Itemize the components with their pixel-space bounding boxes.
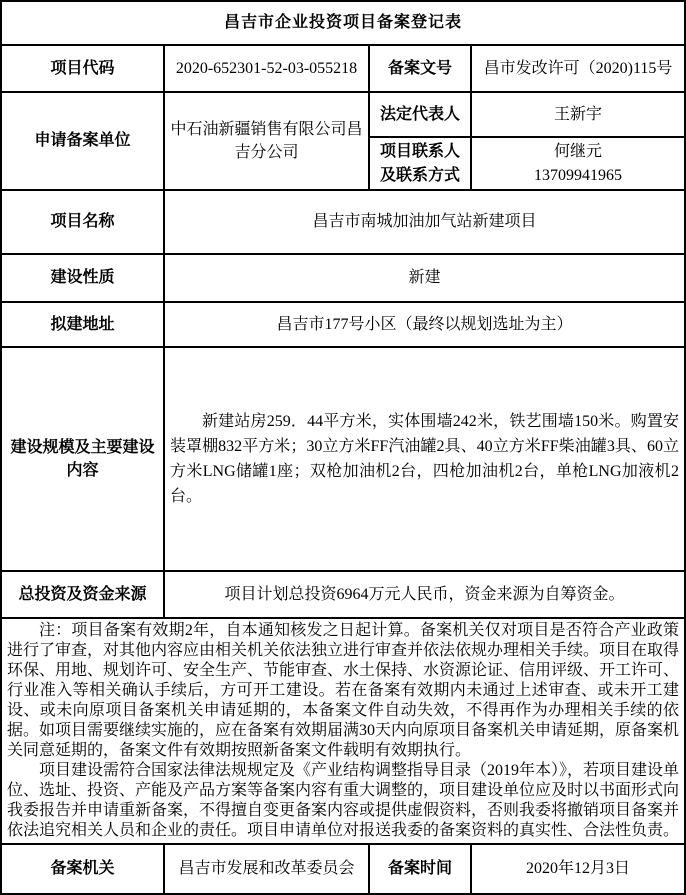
note-paragraph-2: 项目建设需符合国家法律法规规定及《产业结构调整指导目录（2019年本）》，若项目建设单位、选址、投资、产能及产品方案等备案内容有重大调整的，项目建设单位应及时以书面形式向我委报告并申请重新备案，不得擅自变更备案内容或提供虚假资料，否则我委将撤销项目备案并依法追究相关人员和企业的责任。项目申请单位对报送我委的备案资料的真实性、合法性负责。 xyxy=(7,762,680,839)
investment-label: 总投资及资金来源 xyxy=(1,571,164,618)
construction-nature-label: 建设性质 xyxy=(1,254,164,302)
scale-content-value xyxy=(164,347,685,571)
note-paragraph-1: 注：项目备案有效期2年，自本通知核发之日起计算。备案机关仅对项目是否符合产业政策进行了审查，对其他内容应由相关机关依法独立进行审查并依法依规办理相关手续。项目在取得环保、用地、规划许可、安全生产、节能审查、水土保持、水资源论证、信用评级、开工许可、行业准入等相关确认手续后，方可开工建设。若在备案有效期内未通过上述审查、或未开工建设、或未向原项目备案机关申请延期的，本备案文件自动失效，不得再作为办理相关手续的依据。如项目需要继续实施的，应在备案有效期届满30天内向原项目备案机关申请延期，原备案机关同意延期的，备案文件有效期按照新备案文件载明有效期执行。 xyxy=(7,622,680,759)
proposed-site-label: 拟建地址 xyxy=(1,302,164,347)
contact-phone: 13709941965 xyxy=(534,166,622,184)
applicant-value: 中石油新疆销售有限公司昌吉分公司 xyxy=(164,92,369,190)
project-code-value: 2020-652301-52-03-055218 xyxy=(164,45,369,92)
project-code-label: 项目代码 xyxy=(1,45,164,92)
proposed-site-value: 昌吉市177号小区（最终以规划选址为主） xyxy=(164,302,685,347)
scale-content-label: 建设规模及主要建设内容 xyxy=(1,347,164,571)
contact-value xyxy=(471,137,685,190)
filing-number-value: 昌市发改许可（2020)115号 xyxy=(471,45,685,92)
filing-number-label: 备案文号 xyxy=(369,45,471,92)
form-title: 昌吉市企业投资项目备案登记表 xyxy=(1,1,685,45)
contact-name: 何继元 xyxy=(554,143,603,161)
note-cell xyxy=(1,618,685,844)
scale-content-paragraph: 新建站房259．44平方米，实体围墙242米，铁艺围墙150米。购置安装罩棚832平方米；30立方米FF汽油罐2具、40立方米FF柴油罐3具、60立方米LNG储罐1座；双枪加油机2台，四枪加油机2台，单枪LNG加液机2台。 xyxy=(170,413,680,505)
construction-nature-value: 新建 xyxy=(164,254,685,302)
filing-date-value: 2020年12月3日 xyxy=(471,844,685,894)
investment-value: 项目计划总投资6964万元人民币，资金来源为自筹资金。 xyxy=(164,571,685,618)
legal-representative-value: 王新宇 xyxy=(471,92,685,137)
project-name-label: 项目名称 xyxy=(1,190,164,254)
filing-authority-value: 昌吉市发展和改革委员会 xyxy=(164,844,369,894)
filing-authority-label: 备案机关 xyxy=(1,844,164,894)
filing-date-label: 备案时间 xyxy=(369,844,471,894)
contact-label: 项目联系人及联系方式 xyxy=(369,137,471,190)
legal-representative-label: 法定代表人 xyxy=(369,92,471,137)
applicant-label: 申请备案单位 xyxy=(1,92,164,190)
project-name-value: 昌吉市南城加油加气站新建项目 xyxy=(164,190,685,254)
